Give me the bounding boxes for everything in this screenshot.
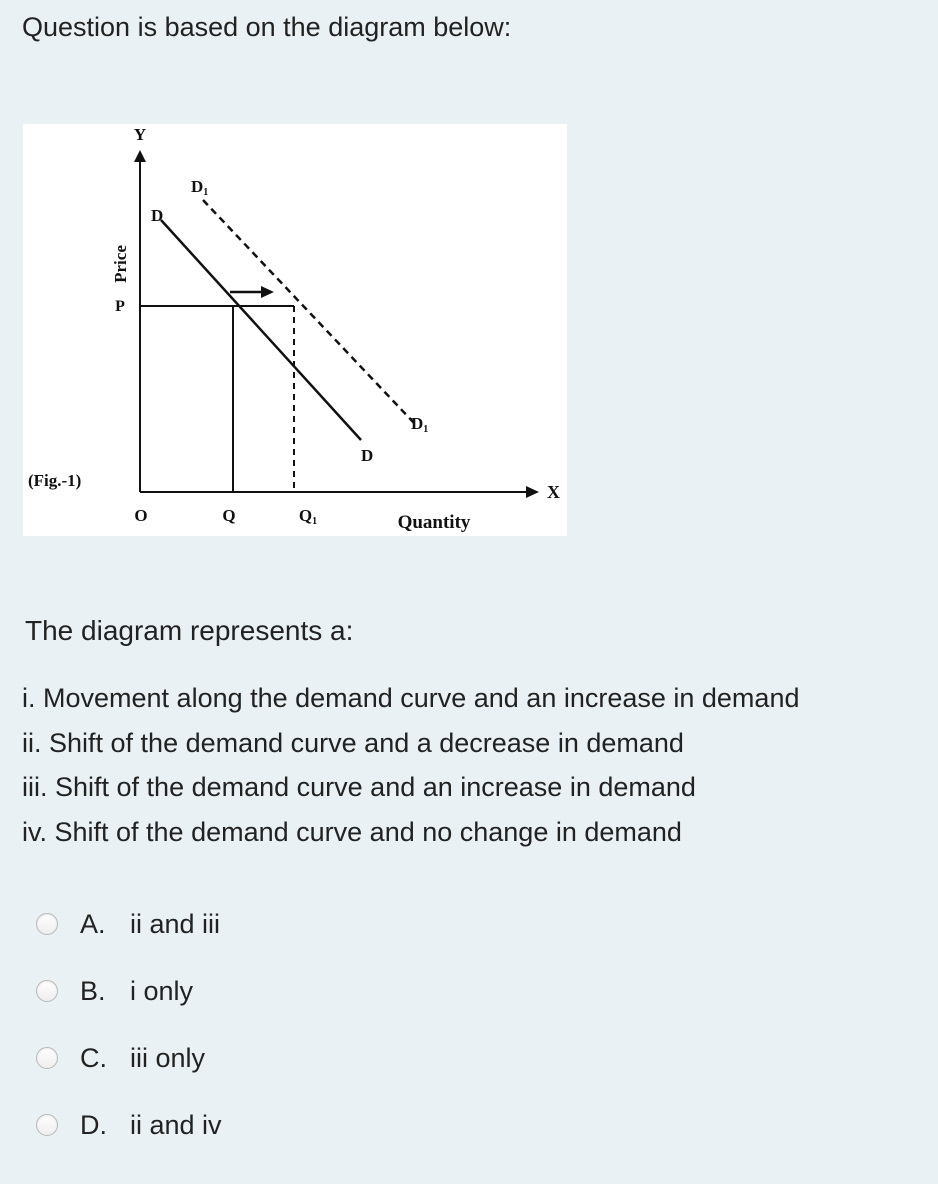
question-prompt: The diagram represents a: bbox=[25, 615, 354, 646]
option-text: ii and iv bbox=[130, 1109, 222, 1140]
price-label: P bbox=[115, 298, 125, 315]
origin-label: O bbox=[134, 506, 148, 525]
d1-label-bottom: D1 bbox=[411, 414, 429, 435]
answer-options bbox=[36, 902, 222, 1170]
demand-diagram bbox=[23, 124, 567, 536]
x-axis-letter: X bbox=[547, 482, 560, 502]
q-label: Q bbox=[222, 506, 236, 525]
option-text: i only bbox=[130, 975, 194, 1006]
radio-button[interactable] bbox=[36, 1047, 58, 1069]
demand-diagram-svg bbox=[23, 124, 567, 536]
demand-curve-d bbox=[161, 220, 361, 440]
option-letter: C. bbox=[80, 1042, 107, 1073]
radio-button[interactable] bbox=[36, 913, 58, 935]
option-d[interactable] bbox=[36, 1103, 222, 1147]
option-text: iii only bbox=[130, 1042, 206, 1073]
radio-button[interactable] bbox=[36, 1114, 58, 1136]
x-axis-title: Quantity bbox=[397, 512, 471, 533]
d-label-bottom: D bbox=[361, 446, 374, 465]
question-header: Question is based on the diagram below: bbox=[22, 12, 512, 42]
statement-i: i. Movement along the demand curve and an increase in demand bbox=[22, 683, 800, 713]
fig-label: (Fig.-1) bbox=[28, 471, 82, 490]
d1-label-top: D1 bbox=[191, 177, 209, 198]
option-letter: D. bbox=[80, 1109, 107, 1140]
option-letter: B. bbox=[80, 975, 106, 1006]
statement-ii: ii. Shift of the demand curve and a decrease in demand bbox=[22, 727, 684, 758]
option-text: ii and iii bbox=[130, 908, 221, 939]
radio-button[interactable] bbox=[36, 980, 58, 1002]
d-label-top: D bbox=[151, 206, 164, 225]
statement-list bbox=[22, 676, 799, 854]
x-axis-arrowhead bbox=[526, 486, 539, 498]
statement-iii: iii. Shift of the demand curve and an increase in demand bbox=[22, 772, 696, 802]
y-axis-title: Price bbox=[111, 245, 130, 283]
option-a[interactable] bbox=[36, 902, 222, 946]
statement-iv: iv. Shift of the demand curve and no change in demand bbox=[22, 816, 682, 847]
option-b[interactable] bbox=[36, 969, 222, 1013]
shift-arrow-head bbox=[261, 286, 274, 298]
q1-label: Q1 bbox=[298, 506, 318, 527]
option-c[interactable] bbox=[36, 1036, 222, 1080]
y-axis-letter: Y bbox=[133, 125, 147, 144]
demand-curve-d1 bbox=[203, 200, 415, 424]
y-axis-arrowhead bbox=[134, 150, 146, 162]
option-letter: A. bbox=[80, 908, 106, 939]
